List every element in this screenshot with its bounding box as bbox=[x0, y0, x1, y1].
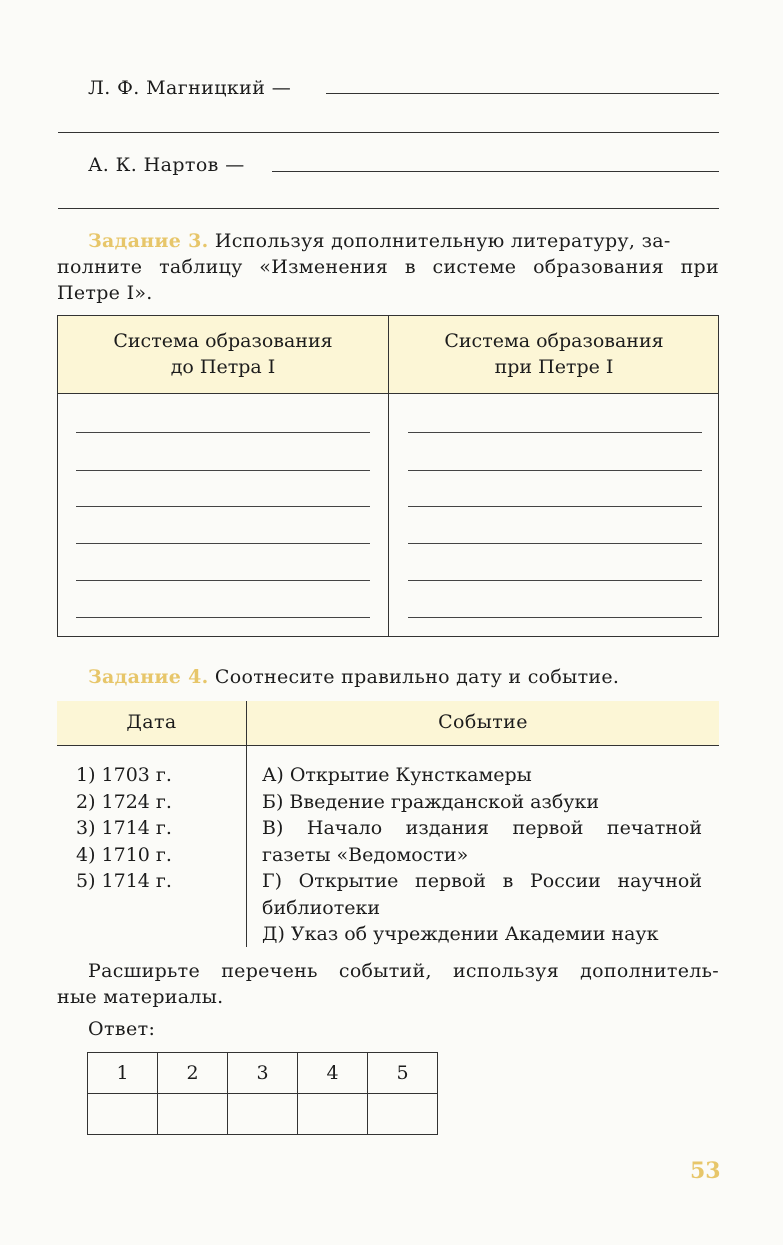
event-item: В) Начало издания первой печатной газеты «Ведомости» bbox=[262, 817, 702, 866]
date-item: 1) 1703 г. bbox=[76, 764, 172, 786]
write-line-right-3[interactable] bbox=[408, 506, 702, 507]
col-under-peter-line1: Система образования bbox=[444, 330, 664, 352]
write-line-left-4[interactable] bbox=[76, 543, 370, 544]
answer-input-cell[interactable] bbox=[298, 1094, 368, 1135]
task3-text-line1: Используя дополнительную литературу, за- bbox=[214, 230, 671, 252]
answer-header-cell: 2 bbox=[158, 1053, 228, 1094]
write-line-right-5[interactable] bbox=[408, 580, 702, 581]
write-line-left-3[interactable] bbox=[76, 506, 370, 507]
col-before-peter-line1: Система образования bbox=[113, 330, 333, 352]
answer-header-cell: 3 bbox=[228, 1053, 298, 1094]
date-item: 4) 1710 г. bbox=[76, 843, 172, 866]
col-event: Событие bbox=[438, 711, 528, 733]
answer-header-cell: 1 bbox=[88, 1053, 158, 1094]
task4-heading: Задание 4. bbox=[88, 666, 209, 688]
event-item: Г) Открытие первой в России научной библиотеки bbox=[262, 870, 702, 919]
write-line-left-6[interactable] bbox=[76, 617, 370, 618]
nartov-answer-line[interactable] bbox=[272, 171, 719, 172]
magnitsky-label: Л. Ф. Магницкий — bbox=[88, 77, 292, 99]
col-under-peter-line2: при Петре I bbox=[494, 356, 614, 378]
answer-table bbox=[87, 1052, 438, 1135]
date-list bbox=[76, 762, 236, 895]
write-line-left-5[interactable] bbox=[76, 580, 370, 581]
col-under-peter bbox=[389, 328, 719, 380]
write-line-right-2[interactable] bbox=[408, 470, 702, 471]
magnitsky-answer-line[interactable] bbox=[326, 93, 719, 94]
answer-label: Ответ: bbox=[88, 1018, 156, 1040]
extra-text-line2: ные материалы. bbox=[57, 986, 224, 1008]
task4-text bbox=[88, 664, 619, 690]
answer-header-cell: 5 bbox=[368, 1053, 438, 1094]
nartov-answer-line-2[interactable] bbox=[58, 208, 719, 209]
answer-input-cell[interactable] bbox=[88, 1094, 158, 1135]
write-line-left-1[interactable] bbox=[76, 432, 370, 433]
col-date: Дата bbox=[126, 711, 177, 733]
date-event-table-divider bbox=[246, 701, 247, 947]
write-line-right-6[interactable] bbox=[408, 617, 702, 618]
date-event-table-header bbox=[57, 701, 719, 746]
extra-text-line1: Расширьте перечень событий, используя дополнитель- bbox=[88, 960, 719, 982]
education-table bbox=[57, 315, 719, 637]
event-item: Д) Указ об учреждении Академии наук bbox=[262, 923, 659, 945]
date-item: 5) 1714 г. bbox=[76, 870, 172, 892]
answer-input-cell[interactable] bbox=[368, 1094, 438, 1135]
answer-input-cell[interactable] bbox=[158, 1094, 228, 1135]
answer-input-cell[interactable] bbox=[228, 1094, 298, 1135]
date-item: 3) 1714 г. bbox=[76, 817, 172, 839]
task3-text-line2: полните таблицу «Изменения в системе образования при bbox=[57, 256, 719, 278]
task3-heading: Задание 3. bbox=[88, 230, 209, 252]
nartov-label: А. К. Нартов — bbox=[88, 154, 245, 176]
write-line-left-2[interactable] bbox=[76, 470, 370, 471]
magnitsky-answer-line-2[interactable] bbox=[58, 132, 719, 133]
page-number: 53 bbox=[690, 1158, 721, 1184]
event-item: Б) Введение гражданской азбуки bbox=[262, 790, 599, 813]
date-item: 2) 1724 г. bbox=[76, 790, 172, 813]
task3-text bbox=[88, 228, 719, 254]
task3-text-line3: Петре I». bbox=[57, 282, 153, 304]
answer-header-cell: 4 bbox=[298, 1053, 368, 1094]
event-item: А) Открытие Кунсткамеры bbox=[262, 764, 532, 786]
col-before-peter-line2: до Петра I bbox=[170, 356, 276, 378]
write-line-right-4[interactable] bbox=[408, 543, 702, 544]
task4-instruction: Соотнесите правильно дату и событие. bbox=[214, 666, 620, 688]
col-before-peter bbox=[58, 328, 388, 380]
event-list bbox=[262, 762, 702, 948]
write-line-right-1[interactable] bbox=[408, 432, 702, 433]
